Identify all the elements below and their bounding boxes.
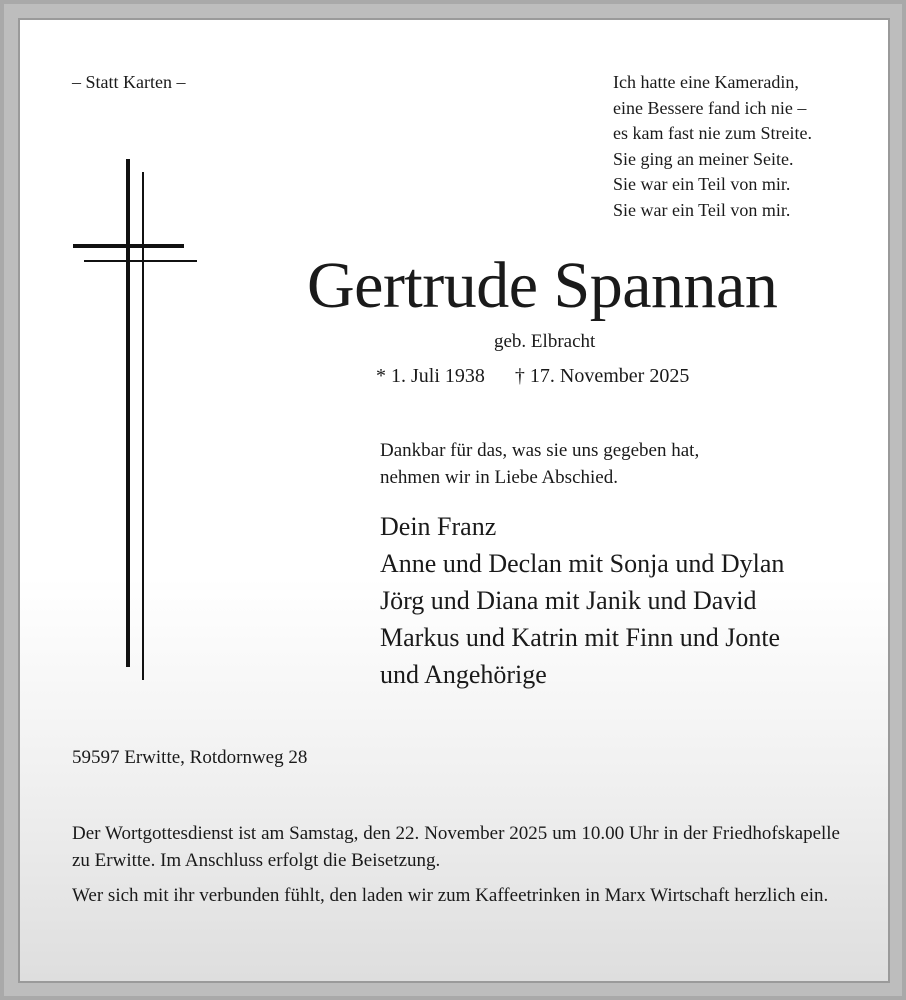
poem-line: Sie ging an meiner Seite. <box>613 148 794 169</box>
thanks-line: Dankbar für das, was sie uns gegeben hat, <box>380 440 700 461</box>
cross-vertical-bar <box>126 159 130 667</box>
poem-line: eine Bessere fand ich nie – <box>613 97 807 118</box>
page-frame <box>4 4 902 996</box>
coffee-invitation: Wer sich mit ihr verbunden fühlt, den laden wir zum Kaffeetrinken in Marx Wirtschaft herzlich ein. <box>72 885 829 906</box>
cross-horizontal-shadow <box>84 260 197 262</box>
life-dates <box>376 365 689 388</box>
family-member: Markus und Katrin mit Finn und Jonte <box>380 623 781 652</box>
poem-line: es kam fast nie zum Streite. <box>613 123 812 143</box>
poem-line: Ich hatte eine Kameradin, <box>613 72 799 92</box>
poem <box>613 70 812 223</box>
poem-line: Sie war ein Teil von mir. <box>613 199 791 220</box>
death-date: † 17. November 2025 <box>514 365 690 387</box>
cross-vertical-shadow <box>142 172 144 680</box>
cross-horizontal-bar <box>73 244 184 248</box>
deceased-name: Gertrude Spannan <box>307 249 778 322</box>
service-paragraph: Der Wortgottesdienst ist am Samstag, den 22. November 2025 um 10.00 Uhr in der Friedhofskapelle zu Erwitte. Im Anschluss erfolgt die Beisetzung. <box>72 823 840 871</box>
poem-line: Sie war ein Teil von mir. <box>613 174 791 194</box>
family-member: Jörg und Diana mit Janik und David <box>380 586 757 615</box>
family-list <box>380 508 784 693</box>
family-member: Dein Franz <box>380 512 497 541</box>
family-member: und Angehörige <box>380 660 547 689</box>
thanks-line: nehmen wir in Liebe Abschied. <box>380 466 618 488</box>
maiden-name: geb. Elbracht <box>494 331 596 352</box>
family-member: Anne und Declan mit Sonja und Dylan <box>380 549 785 578</box>
obituary-card <box>18 18 890 983</box>
service-info <box>72 821 840 910</box>
birth-date: * 1. Juli 1938 <box>376 365 485 387</box>
thanks-text <box>380 438 699 491</box>
address: 59597 Erwitte, Rotdornweg 28 <box>72 747 308 768</box>
statt-karten-label: – Statt Karten – <box>72 72 186 92</box>
